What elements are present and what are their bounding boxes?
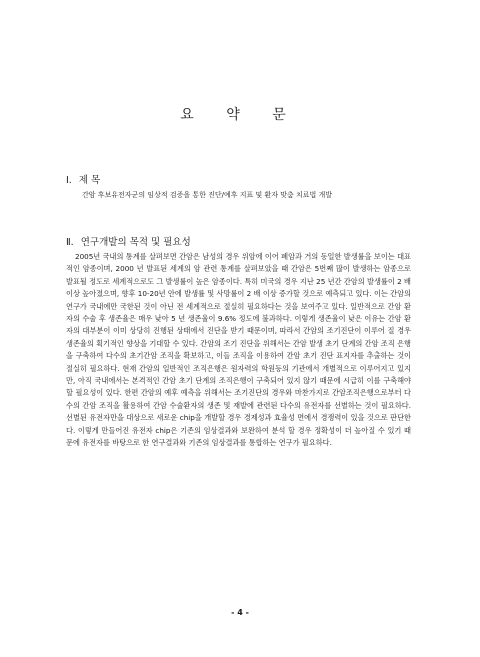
section-number: Ⅱ. [66,237,74,248]
body-paragraph: 2005년 국내의 통계를 살펴보면 간암은 남성의 경우 위암에 이어 폐암과 거의 동일한 발생률을 보이는 대표적인 암종이며, 2000 년 발표된 세계의 암 관련 통계를 살펴보았을 때 간암은 5번째 많이 발생하는 암종으로 발표될 정도로 세계적으로도 그 발생률이 높은 암종이다. 특히 미국의 경우 지난 25 년간 간암의 발생률이 2 배 이상 높아졌으며, 향후 10-20년 안에 발생률 및 사망률이 2 배 이상 증가할 것으로 예측되고 있다. 이는 간암의 연구가 국내에만 국한된 것이 아닌 전 세계적으로 절실히 필요하다는 것을 보여주고 있다. 일반적으로 간암 환자의 수술 후 생존율은 매우 낮아 5 년 생존율이 9.6% 정도에 불과하다. 이렇게 생존율이 낮은 이유는 간암 환자의 대부분이 이미 상당히 진행된 상태에서 진단을 받기 때문이며, 따라서 간암의 조기진단이 이루어 질 경우 생존율의 획기적인 향상을 기대할 수 있다. 간암의 조기 진단을 위해서는 간암 발생 초기 단계의 간암 조직 은행을 구축하여 다수의 초기간암 조직을 확보하고, 이들 조직을 이용하여 간암 초기 진단 표지자를 추출하는 것이 절실히 필요하다. 현재 간암의 일반적인 조직은행은 원자력의 학원등의 기관에서 개별적으로 이루어지고 있지만, 아직 국내에서는 본격적인 간암 초기 단계의 조직은행이 구축되어 있지 않기 때문에 시급히 이를 구축해야할 필요성이 있다. 한편 간암의 예후 예측을 위해서는 조기진단의 경우와 마찬가지로 간암조직은행으로부터 다수의 간암 조직을 활용하여 간암 수술환자의 생존 및 재발에 관련된 다수의 유전자를 선별하는 것이 필요하다. 선별된 유전자만을 대상으로 새로운 chip을 개발할 경우 경제성과 효율성 면에서 경쟁력이 있을 것으로 판단한다. 이렇게 만들어진 유전자 chip은 기존의 임상결과와 보완하여 분석 할 경우 정확성이 더 높아질 수 있기 때문에 유전자를 바탕으로 한 연구결과와 기존의 임상결과를 통합하는 연구가 필요하다. [66,252,411,448]
page-title: 요 약 문 [180,107,300,123]
project-subject: 간암 후보유전자군의 임상적 검증을 통한 진단/예후 지표 및 환자 맞춤 치료법 개발 [82,191,332,199]
section-heading-title [66,172,100,186]
section-number: Ⅰ. [66,175,72,186]
section-heading-label: 제 목 [78,175,101,186]
section-heading-purpose [66,234,191,248]
page-number: - 4 - [231,608,249,617]
section-heading-label: 연구개발의 목적 및 필요성 [80,237,191,248]
